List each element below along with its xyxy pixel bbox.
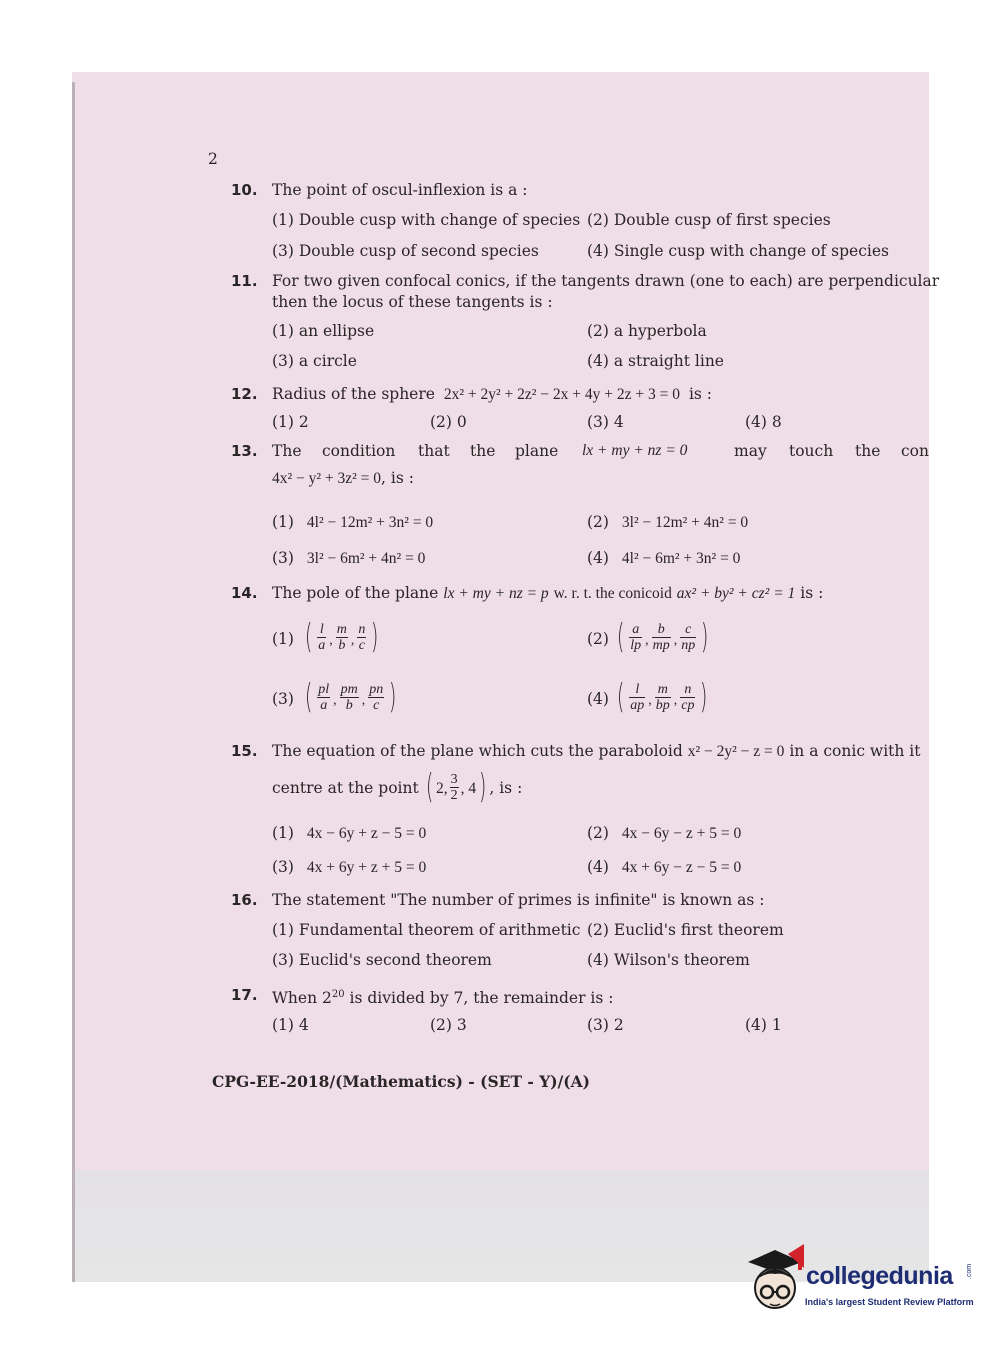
question-10-option-2: (2) Double cusp of first species: [587, 211, 831, 229]
question-11-option-1: (1) an ellipse: [272, 322, 375, 340]
question-14-stem-text: The pole of the plane: [272, 584, 439, 602]
question-13-option-4-equation: 4l² − 6m² + 3n² = 0: [621, 550, 741, 567]
question-17-option-2: (2) 3: [430, 1016, 467, 1034]
question-12-option-3: (3) 4: [587, 413, 624, 431]
question-14-wrt: w. r. t. the conicoid: [553, 585, 672, 602]
question-number-17: 17.: [231, 986, 258, 1004]
question-16-option-2: (2) Euclid's first theorem: [587, 921, 784, 939]
question-17-option-4: (4) 1: [745, 1016, 782, 1034]
question-16-option-4: (4) Wilson's theorem: [587, 951, 750, 969]
right-paren-icon: ): [701, 617, 709, 657]
question-15-option-1: (1) 4x − 6y + z − 5 = 0: [272, 824, 427, 842]
left-paren-icon: (: [616, 677, 625, 717]
question-12-option-4: (4) 8: [745, 413, 782, 431]
question-13-option-4-label: (4): [587, 549, 609, 567]
fraction: $\frac{pn}{c}$: [369, 681, 384, 713]
question-number-13: 13.: [231, 442, 258, 460]
brand-suffix: .com: [966, 1263, 974, 1280]
question-13-word-10: con: [901, 442, 929, 460]
fraction: $\frac{pm}{b}$: [340, 681, 358, 713]
question-16-option-3: (3) Euclid's second theorem: [272, 951, 492, 969]
question-17-option-3: (3) 2: [587, 1016, 624, 1034]
question-15-option-4: (4) 4x + 6y − z − 5 = 0: [587, 858, 742, 876]
question-14-stem: [272, 584, 823, 603]
question-13-word-1: The: [272, 442, 302, 460]
question-13-option-4: [587, 549, 740, 568]
question-14-option-4-vector: ( $\frac{l}{ap}$ , $\frac{m}{bp}$ , $\frac{n}{cp}$ ): [616, 677, 708, 717]
question-15-stem-text: The equation of the plane which cuts the paraboloid: [272, 742, 683, 760]
question-13-option-1: [272, 513, 433, 532]
question-15-stem-mid: in a conic with it: [789, 742, 921, 760]
fraction: $\frac{n}{c}$: [358, 621, 366, 653]
question-13-cone-equation: 4x² − y² + 3z² = 0: [272, 470, 382, 487]
left-paren-icon: (: [425, 767, 433, 807]
question-12-stem-end: is :: [688, 385, 713, 403]
question-16-option-1: (1) Fundamental theorem of arithmetic: [272, 921, 581, 939]
question-13-stem-end: , is :: [381, 469, 414, 487]
right-paren-icon: ): [389, 677, 397, 717]
question-15-option-2: (2) 4x − 6y − z + 5 = 0: [587, 824, 742, 842]
question-17-stem: When $2^{20}$ is divided by 7, the remainder is :: [272, 989, 614, 1008]
question-number-15: 15.: [231, 742, 258, 760]
question-15-stem-line2-text: centre at the point: [272, 779, 419, 797]
question-14-option-4-label: (4): [587, 690, 609, 708]
question-10-option-4: (4) Single cusp with change of species: [587, 242, 889, 260]
fraction: $\frac{l}{a}$: [318, 621, 326, 653]
question-13-word-7: may: [734, 442, 767, 460]
question-number-16: 16.: [231, 891, 258, 909]
question-12-equation: 2x² + 2y² + 2z² − 2x + 4y + 2z + 3 = 0: [443, 386, 681, 403]
right-paren-icon: ): [700, 677, 708, 717]
question-17-option-1: (1) 4: [272, 1016, 309, 1034]
fraction: $\frac{a}{lp}$: [630, 621, 642, 653]
scan-shadow: [72, 82, 75, 1282]
question-11-stem-line1: For two given confocal conics, if the tangents drawn (one to each) are perpendicular: [272, 272, 940, 290]
question-10-stem: The point of oscul-inflexion is a :: [272, 181, 528, 199]
question-11-option-3: (3) a circle: [272, 352, 357, 370]
question-13-stem-line2: [272, 469, 414, 488]
question-14-conicoid: ax² + by² + cz² = 1: [676, 585, 796, 602]
fraction: $\frac{l}{ap}$: [630, 681, 645, 713]
question-13-option-2-equation: 3l² − 12m² + 4n² = 0: [621, 514, 749, 531]
question-11-option-2: (2) a hyperbola: [587, 322, 707, 340]
question-14-option-3-label: (3): [272, 690, 294, 708]
question-10-option-3: (3) Double cusp of second species: [272, 242, 539, 260]
page-number: 2: [208, 150, 218, 168]
question-13-word-4: the: [470, 442, 496, 460]
question-13-word-9: the: [855, 442, 881, 460]
question-12-option-1: (1) 2: [272, 413, 309, 431]
fraction: $\frac{pl}{a}$: [318, 681, 330, 713]
question-12-option-2: (2) 0: [430, 413, 467, 431]
question-14-option-2-vector: ( $\frac{a}{lp}$ , $\frac{b}{mp}$ , $\frac{c}{np}$ ): [616, 617, 709, 657]
left-paren-icon: (: [304, 617, 313, 657]
question-13-option-1-equation: 4l² − 12m² + 3n² = 0: [306, 514, 434, 531]
left-paren-icon: (: [616, 617, 625, 657]
question-10-option-1: (1) Double cusp with change of species: [272, 211, 581, 229]
question-15-surface: x² − 2y² − z = 0: [687, 743, 785, 760]
question-number-12: 12.: [231, 385, 258, 403]
left-paren-icon: (: [304, 677, 313, 717]
question-17-exponent: 20: [331, 989, 345, 1000]
brand-name: collegedunia: [806, 1262, 953, 1290]
question-13-option-2: [587, 513, 748, 532]
right-paren-icon: ): [371, 617, 379, 657]
fraction: $\frac{c}{np}$: [681, 621, 696, 653]
question-number-10: 10.: [231, 181, 258, 199]
question-11-stem-line2: then the locus of these tangents is :: [272, 293, 553, 311]
question-13-plane-equation: lx + my + nz = 0: [582, 442, 688, 459]
question-13-option-2-label: (2): [587, 513, 609, 531]
question-13-word-3: that: [418, 442, 450, 460]
question-15-option-3: (3) 4x + 6y + z + 5 = 0: [272, 858, 427, 876]
question-number-14: 14.: [231, 584, 258, 602]
question-12-stem-text: Radius of the sphere: [272, 385, 435, 403]
question-13-option-3: [272, 549, 425, 568]
question-14-option-1-vector: ( $\frac{l}{a}$ , $\frac{m}{b}$ , $\frac{n}{c}$ ): [304, 617, 379, 657]
question-16-stem: The statement "The number of primes is infinite" is known as :: [272, 891, 765, 909]
question-number-11: 11.: [231, 272, 258, 290]
question-14-plane: lx + my + nz = p: [443, 585, 549, 602]
right-paren-icon: ): [479, 767, 487, 807]
question-13-word-5: plane: [515, 442, 559, 460]
question-13-option-1-label: (1): [272, 513, 294, 531]
question-15-stem: [272, 742, 920, 761]
fraction: $\frac{3}{2}$: [450, 771, 458, 803]
question-15-stem-line2: centre at the point ( 2, $\frac{3}{2}$ , 4 ) , is :: [272, 767, 523, 807]
fraction: $\frac{n}{cp}$: [681, 681, 695, 713]
fraction: $\frac{m}{b}$: [336, 621, 347, 653]
footer-code: CPG-EE-2018/(Mathematics) - (SET - Y)/(A): [212, 1072, 590, 1091]
question-14-stem-end: is :: [800, 584, 824, 602]
question-11-option-4: (4) a straight line: [587, 352, 724, 370]
question-13-word-2: condition: [322, 442, 396, 460]
question-12-stem: [272, 385, 712, 404]
question-13-option-3-equation: 3l² − 6m² + 4n² = 0: [306, 550, 426, 567]
question-14-option-1-label: (1): [272, 630, 294, 648]
question-13-option-3-label: (3): [272, 549, 294, 567]
fraction: $\frac{m}{bp}$: [655, 681, 670, 713]
question-13-word-8: touch: [789, 442, 834, 460]
brand-tagline: India's largest Student Review Platform: [805, 1297, 974, 1307]
question-15-stem-end: , is :: [489, 779, 523, 797]
question-14-option-2-label: (2): [587, 630, 609, 648]
question-14-option-3-vector: ( $\frac{pl}{a}$ , $\frac{pm}{b}$ , $\frac{pn}{c}$ ): [304, 677, 397, 717]
fraction: $\frac{b}{mp}$: [652, 621, 670, 653]
